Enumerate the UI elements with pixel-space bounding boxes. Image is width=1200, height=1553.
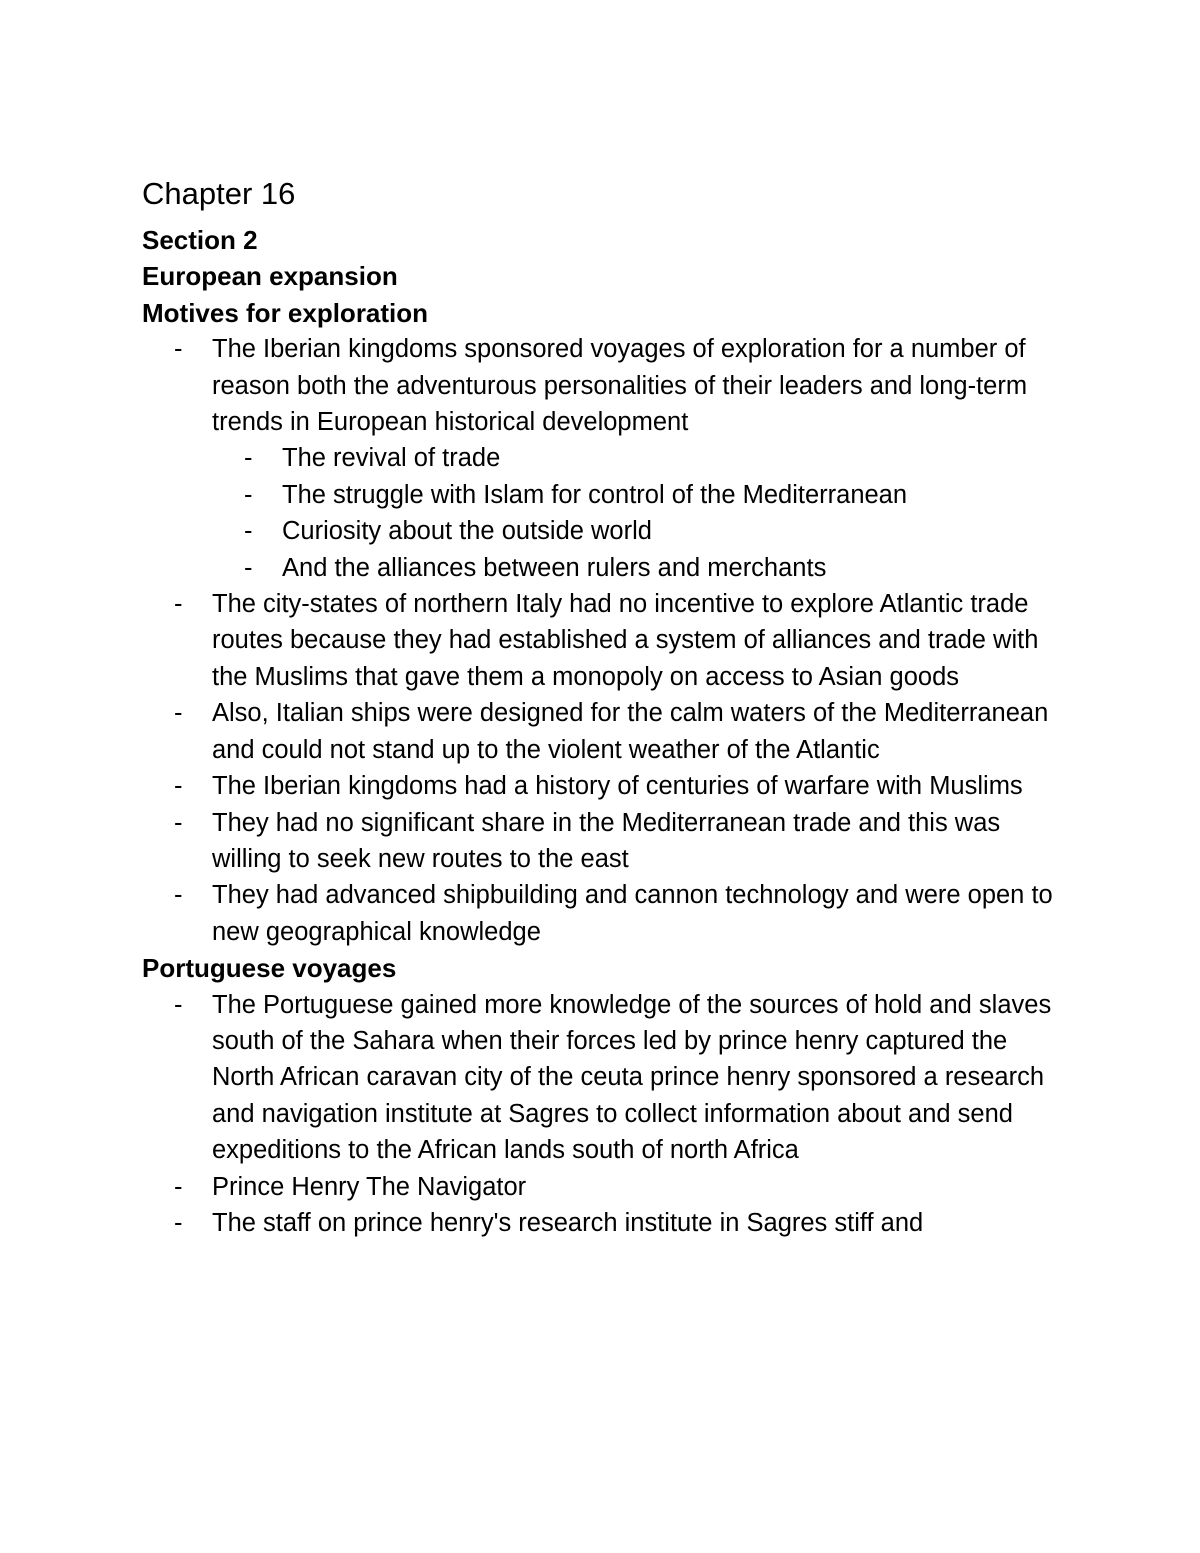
list-item: [142, 331, 1072, 586]
list-item: [142, 1205, 1072, 1241]
notes-sections: [142, 295, 1072, 1242]
dash-bullet-icon: -: [174, 808, 183, 837]
chapter-title: Chapter 16: [142, 176, 296, 211]
section-title: Section 2: [142, 225, 258, 255]
dash-bullet-icon: -: [174, 1208, 183, 1237]
sub-list-item: [212, 513, 1072, 549]
dash-bullet-icon: -: [244, 517, 253, 546]
sub-bullet-list: [212, 440, 1072, 586]
section-heading: Motives for exploration: [142, 297, 429, 328]
list-item-text: Also, Italian ships were designed for the calm waters of the Mediterranean and could not stand up to the violent weather of the Atlantic: [212, 699, 1049, 764]
list-item-text: Prince Henry The Navigator: [212, 1172, 527, 1201]
bullet-list: [142, 987, 1072, 1242]
list-item-text: They had advanced shipbuilding and cannon technology and were open to new geographical knowledge: [212, 881, 1053, 946]
document-body: [142, 172, 1072, 1241]
section-heading: Portuguese voyages: [142, 953, 397, 984]
list-item: [142, 768, 1072, 804]
dash-bullet-icon: -: [174, 990, 183, 1019]
list-item-text: The city-states of northern Italy had no incentive to explore Atlantic trade routes because they had established a system of alliances and trade with the Muslims that gave them a monopoly on access to Asian goods: [212, 590, 1039, 691]
dash-bullet-icon: -: [244, 444, 253, 473]
list-item: [142, 586, 1072, 695]
list-item-text: They had no significant share in the Mediterranean trade and this was willing to seek new routes to the east: [212, 808, 1001, 873]
list-item-text: The Iberian kingdoms had a history of centuries of warfare with Muslims: [212, 772, 1023, 801]
sub-list-item-text: Curiosity about the outside world: [282, 517, 652, 546]
list-item: [142, 1169, 1072, 1205]
sub-list-item-text: The revival of trade: [282, 444, 501, 473]
dash-bullet-icon: -: [174, 772, 183, 801]
bullet-list: [142, 331, 1072, 950]
sub-list-item-text: And the alliances between rulers and merchants: [282, 553, 827, 582]
dash-bullet-icon: -: [174, 699, 183, 728]
list-item: [142, 805, 1072, 878]
list-item: [142, 695, 1072, 768]
dash-bullet-icon: -: [244, 480, 253, 509]
sub-list-item: [212, 477, 1072, 513]
topic-title: European expansion: [142, 261, 398, 292]
list-item-text: The Portuguese gained more knowledge of the sources of hold and slaves south of the Sahara when their forces led by prince henry captured the North African caravan city of the ceuta prince henry sponsored a research and navigation institute at Sagres to collect information about and send expeditions to the African lands south of north Africa: [212, 990, 1052, 1165]
sub-list-item: [212, 550, 1072, 586]
dash-bullet-icon: -: [244, 553, 253, 582]
dash-bullet-icon: -: [174, 1172, 183, 1201]
dash-bullet-icon: -: [174, 335, 183, 364]
list-item-text: The staff on prince henry's research institute in Sagres stiff and: [212, 1208, 924, 1237]
list-item: [142, 987, 1072, 1169]
sub-list-item-text: The struggle with Islam for control of the Mediterranean: [282, 480, 908, 509]
dash-bullet-icon: -: [174, 881, 183, 910]
list-item-text: The Iberian kingdoms sponsored voyages of exploration for a number of reason both the adventurous personalities of their leaders and long-term trends in European historical development: [212, 335, 1028, 437]
dash-bullet-icon: -: [174, 590, 183, 619]
list-item: [142, 877, 1072, 950]
sub-list-item: [212, 440, 1072, 476]
